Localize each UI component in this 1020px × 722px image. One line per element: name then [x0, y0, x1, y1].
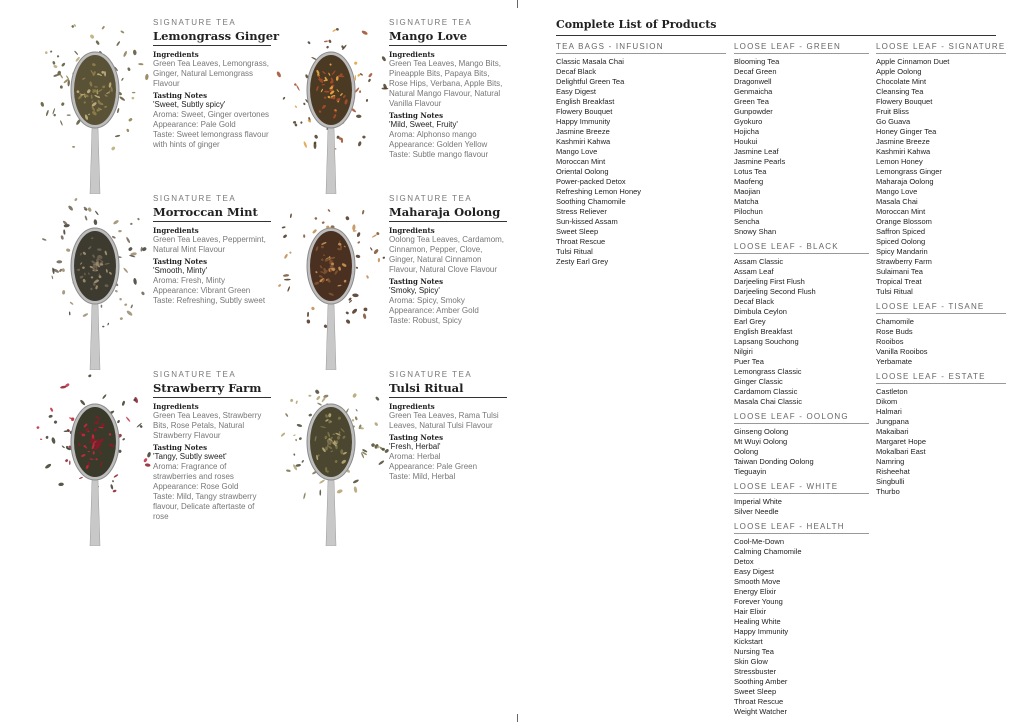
tasting-notes-tag: 'Smooth, Minty': [153, 266, 208, 275]
ingredients-label: Ingredients: [153, 226, 199, 235]
tea-description: [389, 18, 507, 160]
product-list-page: [510, 0, 1020, 722]
taste-text: Taste: Mild, Tangy strawberry flavour, Delicate aftertaste of rose: [153, 492, 257, 521]
product-item: Mango Love: [556, 147, 598, 156]
product-item: Maojian: [734, 187, 761, 196]
appearance-text: Appearance: Rose Gold: [153, 482, 239, 491]
aroma-text: Aroma: Spicy, Smoky: [389, 296, 465, 305]
product-item: Chocolate Mint: [876, 77, 927, 86]
product-item: Castleton: [876, 387, 908, 396]
product-item: Mokalbari East: [876, 447, 926, 456]
category-heading: LOOSE LEAF - ESTATE: [876, 372, 1006, 384]
tasting-notes-tag: 'Sweet, Subtly spicy': [153, 100, 226, 109]
product-item: Genmaicha: [734, 87, 773, 96]
product-item: Spicy Mandarin: [876, 247, 928, 256]
product-item: Delightful Green Tea: [556, 77, 625, 86]
product-item: Ginger Classic: [734, 377, 783, 386]
tea-kicker: SIGNATURE TEA: [389, 370, 473, 379]
tea-spoon-illustration: [271, 370, 391, 546]
product-item: Darjeeling Second Flush: [734, 287, 816, 296]
tea-spoon-illustration: [35, 18, 155, 194]
product-item: Assam Classic: [734, 257, 784, 266]
product-item: Throat Rescue: [556, 237, 606, 246]
product-item: Blooming Tea: [734, 57, 780, 66]
product-item: Decaf Black: [556, 67, 597, 76]
product-item: Risheehat: [876, 467, 910, 476]
tea-title: Tulsi Ritual: [389, 381, 507, 398]
tea-description: [389, 370, 507, 482]
product-item: English Breakfast: [556, 97, 615, 106]
category-heading: LOOSE LEAF - GREEN: [734, 42, 869, 54]
product-item: Stress Reliever: [556, 207, 607, 216]
product-item: Snowy Shan: [734, 227, 777, 236]
product-item: Happy Immunity: [734, 627, 789, 636]
product-item: Energy Elixir: [734, 587, 777, 596]
appearance-text: Appearance: Pale Gold: [153, 120, 236, 129]
appearance-text: Appearance: Amber Gold: [389, 306, 479, 315]
product-item: Cardamom Classic: [734, 387, 798, 396]
product-item: Vanilla Rooibos: [876, 347, 928, 356]
tea-title: Lemongrass Ginger: [153, 29, 271, 46]
aroma-text: Aroma: Fresh, Minty: [153, 276, 226, 285]
category-heading: LOOSE LEAF - BLACK: [734, 242, 869, 254]
product-item: Hojicha: [734, 127, 760, 136]
taste-text: Taste: Refreshing, Subtly sweet: [153, 296, 266, 305]
product-column: [556, 42, 726, 267]
tea-image: [35, 194, 155, 370]
product-item: Chamomile: [876, 317, 914, 326]
product-item: Cool-Me-Down: [734, 537, 785, 546]
product-item: Throat Rescue: [734, 697, 784, 706]
product-item: Lotus Tea: [734, 167, 767, 176]
tea-image: [35, 370, 155, 546]
ingredients-text: Green Tea Leaves, Strawberry Bits, Rose Petals, Natural Strawberry Flavour: [153, 411, 262, 440]
product-item: Oolong: [734, 447, 759, 456]
tea-spoon-illustration: [271, 18, 391, 194]
product-item: Fruit Bliss: [876, 107, 909, 116]
ingredients-text: Green Tea Leaves, Peppermint, Natural Mint Flavour: [153, 235, 266, 254]
product-item: Nilgiri: [734, 347, 753, 356]
product-item: Namring: [876, 457, 905, 466]
product-item: Lemongrass Classic: [734, 367, 802, 376]
product-item: Earl Grey: [734, 317, 766, 326]
tasting-notes-label: Tasting Notes: [153, 443, 208, 452]
tea-title: Strawberry Farm: [153, 381, 271, 398]
product-item: Happy Immunity: [556, 117, 611, 126]
tasting-notes-label: Tasting Notes: [153, 257, 208, 266]
tasting-notes-tag: 'Mild, Sweet, Fruity': [389, 120, 458, 129]
product-item: Decaf Green: [734, 67, 777, 76]
product-item: Rose Buds: [876, 327, 913, 336]
category-heading: LOOSE LEAF - SIGNATURE: [876, 42, 1006, 54]
product-item: Lemongrass Ginger: [876, 167, 942, 176]
product-item: Matcha: [734, 197, 759, 206]
ingredients-label: Ingredients: [389, 402, 435, 411]
product-item: Lemon Honey: [876, 157, 923, 166]
product-item: Sweet Sleep: [556, 227, 599, 236]
product-item: Taiwan Donding Oolong: [734, 457, 814, 466]
tea-title: Maharaja Oolong: [389, 205, 507, 222]
product-item: Yerbamate: [876, 357, 912, 366]
tasting-notes-tag: 'Tangy, Subtly sweet': [153, 452, 227, 461]
product-item: Tropical Treat: [876, 277, 922, 286]
product-item: Imperial White: [734, 497, 782, 506]
product-item: Saffron Spiced: [876, 227, 926, 236]
product-item: Flowery Bouquet: [876, 97, 933, 106]
product-item: Assam Leaf: [734, 267, 774, 276]
product-item: Skin Glow: [734, 657, 768, 666]
product-item: Oriental Oolong: [556, 167, 609, 176]
product-item: Gyokuro: [734, 117, 763, 126]
product-item: Honey Ginger Tea: [876, 127, 937, 136]
aroma-text: Aroma: Sweet, Ginger overtones: [153, 110, 270, 119]
tasting-notes-tag: 'Fresh, Herbal': [389, 442, 441, 451]
product-item: Ginseng Oolong: [734, 427, 789, 436]
tea-image: [271, 194, 391, 370]
product-item: Singbulli: [876, 477, 905, 486]
ingredients-label: Ingredients: [153, 50, 199, 59]
product-item: Power-packed Detox: [556, 177, 626, 186]
tea-kicker: SIGNATURE TEA: [389, 194, 473, 203]
product-item: Tulsi Ritual: [556, 247, 593, 256]
product-item: Easy Digest: [734, 567, 775, 576]
product-item: Green Tea: [734, 97, 769, 106]
product-item: Decaf Black: [734, 297, 775, 306]
product-item: Orange Blossom: [876, 217, 932, 226]
product-item: Tieguayin: [734, 467, 767, 476]
product-item: Apple Oolong: [876, 67, 922, 76]
tasting-notes-tag: 'Smoky, Spicy': [389, 286, 440, 295]
ingredients-text: Green Tea Leaves, Rama Tulsi Leaves, Natural Tulsi Flavour: [389, 411, 499, 430]
tea-kicker: SIGNATURE TEA: [153, 370, 237, 379]
tea-spoon-illustration: [271, 194, 391, 370]
product-item: Lapsang Souchong: [734, 337, 799, 346]
product-item: Sweet Sleep: [734, 687, 777, 696]
product-item: Maharaja Oolong: [876, 177, 934, 186]
tasting-notes-label: Tasting Notes: [389, 277, 444, 286]
aroma-text: Aroma: Fragrance of strawberries and roses: [153, 462, 234, 481]
product-item: Flowery Bouquet: [556, 107, 613, 116]
product-list-title: Complete List of Products: [556, 18, 996, 36]
product-item: Dikom: [876, 397, 898, 406]
category-heading: LOOSE LEAF - TISANE: [876, 302, 1006, 314]
product-item: Easy Digest: [556, 87, 597, 96]
product-item: Tulsi Ritual: [876, 287, 913, 296]
tea-title: Mango Love: [389, 29, 507, 46]
appearance-text: Appearance: Golden Yellow: [389, 140, 488, 149]
tea-spoon-illustration: [35, 370, 155, 546]
tea-description: [389, 194, 507, 326]
product-item: Smooth Move: [734, 577, 781, 586]
ingredients-label: Ingredients: [389, 226, 435, 235]
product-item: Puer Tea: [734, 357, 764, 366]
tea-title: Morroccan Mint: [153, 205, 271, 222]
tea-description: [153, 370, 271, 522]
category-heading: LOOSE LEAF - WHITE: [734, 482, 869, 494]
tea-image: [271, 370, 391, 546]
taste-text: Taste: Subtle mango flavour: [389, 150, 489, 159]
product-item: Sun-kissed Assam: [556, 217, 618, 226]
product-item: Detox: [734, 557, 754, 566]
tea-image: [35, 18, 155, 194]
product-item: English Breakfast: [734, 327, 793, 336]
product-item: Calming Chamomile: [734, 547, 802, 556]
product-item: Classic Masala Chai: [556, 57, 624, 66]
product-item: Houkui: [734, 137, 758, 146]
product-item: Jungpana: [876, 417, 909, 426]
product-item: Darjeeling First Flush: [734, 277, 805, 286]
tasting-notes-label: Tasting Notes: [389, 433, 444, 442]
product-item: Mt Wuyi Oolong: [734, 437, 788, 446]
product-item: Sulaimani Tea: [876, 267, 923, 276]
product-item: Halmari: [876, 407, 902, 416]
product-item: Gunpowder: [734, 107, 773, 116]
ingredients-label: Ingredients: [153, 402, 199, 411]
product-item: Masala Chai Classic: [734, 397, 802, 406]
product-item: Dimbula Ceylon: [734, 307, 787, 316]
product-item: Weight Watcher: [734, 707, 787, 716]
product-item: Sencha: [734, 217, 760, 226]
product-item: Masala Chai: [876, 197, 918, 206]
product-item: Forever Young: [734, 597, 783, 606]
tea-image: [271, 18, 391, 194]
tea-description: [153, 194, 271, 306]
aroma-text: Aroma: Alphonso mango: [389, 130, 477, 139]
tasting-notes-label: Tasting Notes: [153, 91, 208, 100]
product-item: Stressbuster: [734, 667, 777, 676]
product-item: Kickstart: [734, 637, 763, 646]
product-item: Strawberry Farm: [876, 257, 932, 266]
product-item: Refreshing Lemon Honey: [556, 187, 642, 196]
category-heading: TEA BAGS - INFUSION: [556, 42, 726, 54]
product-column: [876, 42, 1006, 497]
product-item: Cleansing Tea: [876, 87, 924, 96]
aroma-text: Aroma: Herbal: [389, 452, 441, 461]
product-item: Dragonwell: [734, 77, 772, 86]
tea-kicker: SIGNATURE TEA: [389, 18, 473, 27]
product-item: Go Guava: [876, 117, 911, 126]
product-item: Jasmine Leaf: [734, 147, 779, 156]
ingredients-text: Oolong Tea Leaves, Cardamom, Cinnamon, Pepper, Clove, Ginger, Natural Cinnamon Flavour, Natural Clove Flavour: [389, 235, 505, 274]
product-item: Jasmine Pearls: [734, 157, 786, 166]
category-heading: LOOSE LEAF - HEALTH: [734, 522, 869, 534]
product-item: Kashmiri Kahwa: [556, 137, 611, 146]
ingredients-text: Green Tea Leaves, Mango Bits, Pineapple Bits, Papaya Bits, Rose Hips, Verbana, Apple Bits, Natural Mango Flavour, Natural Vanilla Flavour: [389, 59, 503, 108]
product-column: [734, 42, 869, 717]
product-item: Jasmine Breeze: [876, 137, 930, 146]
tasting-notes-label: Tasting Notes: [389, 111, 444, 120]
ingredients-label: Ingredients: [389, 50, 435, 59]
appearance-text: Appearance: Vibrant Green: [153, 286, 251, 295]
product-item: Thurbo: [876, 487, 900, 496]
product-item: Zesty Earl Grey: [556, 257, 609, 266]
tea-kicker: SIGNATURE TEA: [153, 194, 237, 203]
taste-text: Taste: Mild, Herbal: [389, 472, 456, 481]
category-heading: LOOSE LEAF - OOLONG: [734, 412, 869, 424]
product-item: Apple Cinnamon Duet: [876, 57, 950, 66]
product-item: Nursing Tea: [734, 647, 774, 656]
product-item: Kashmiri Kahwa: [876, 147, 931, 156]
product-item: Spiced Oolong: [876, 237, 926, 246]
product-item: Moroccan Mint: [556, 157, 606, 166]
product-item: Silver Needle: [734, 507, 779, 516]
tea-spoon-illustration: [35, 194, 155, 370]
product-item: Mango Love: [876, 187, 918, 196]
product-item: Pilochun: [734, 207, 763, 216]
product-item: Maofeng: [734, 177, 764, 186]
product-item: Jasmine Breeze: [556, 127, 610, 136]
product-item: Soothing Amber: [734, 677, 788, 686]
product-item: Makaibari: [876, 427, 909, 436]
taste-text: Taste: Sweet lemongrass flavour with hints of ginger: [153, 130, 269, 149]
tea-description: [153, 18, 280, 150]
product-item: Rooibos: [876, 337, 904, 346]
product-item: Margaret Hope: [876, 437, 927, 446]
ingredients-text: Green Tea Leaves, Lemongrass, Ginger, Natural Lemongrass Flavour: [153, 59, 269, 88]
tea-kicker: SIGNATURE TEA: [153, 18, 237, 27]
product-item: Hair Elixir: [734, 607, 767, 616]
product-item: Moroccan Mint: [876, 207, 926, 216]
taste-text: Taste: Robust, Spicy: [389, 316, 462, 325]
appearance-text: Appearance: Pale Green: [389, 462, 478, 471]
product-item: Soothing Chamomile: [556, 197, 626, 206]
product-item: Healing White: [734, 617, 781, 626]
